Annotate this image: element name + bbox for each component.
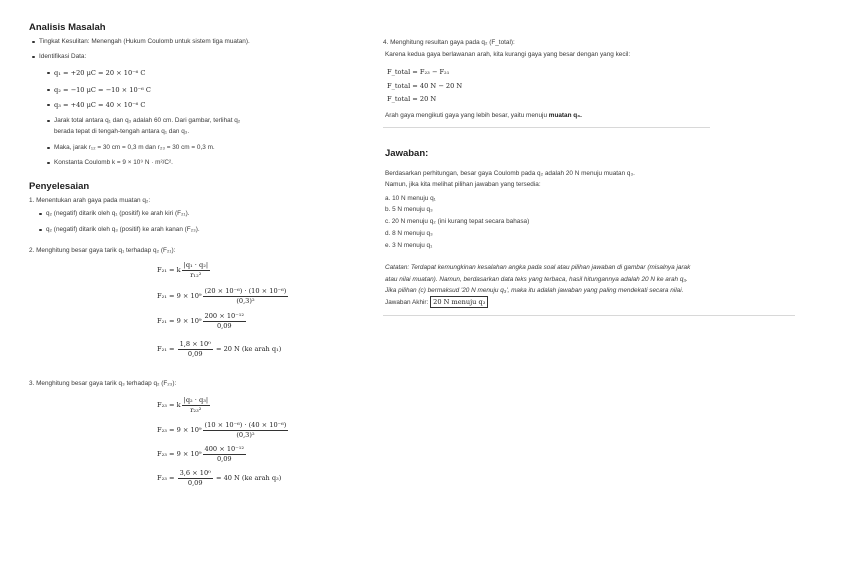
divider — [383, 127, 710, 128]
data-label-item: Identifikasi Data: — [39, 53, 87, 60]
f21-eq3: F₂₁ = 9 × 10⁹ $\frac{\text{200 × 10⁻¹²}}{0,09}$ — [157, 312, 245, 330]
step4-conclusion: Arah gaya mengikuti gaya yang lebih besar, yaitu menuju muatan q₃. — [385, 112, 582, 119]
step3-title: 3. Menghitung besar gaya tarik q₃ terhadap q₂ (F₂₃): — [29, 380, 177, 387]
divider-bottom — [383, 315, 795, 316]
solution-heading: Penyelesaian — [29, 181, 90, 192]
difficulty-item: Tingkat Kesulitan: Menengah (Hukum Coulomb untuk sistem tiga muatan). — [39, 38, 250, 45]
distance-result: Maka, jarak r₁₂ = 30 cm = 0,3 m dan r₂₃ = 30 cm = 0,3 m. — [54, 144, 215, 151]
step4-eq3: F_total = 20 N — [387, 95, 437, 103]
q2-value: q₂ = −10 μC = −10 × 10⁻⁶ C — [54, 86, 151, 94]
f21-eq2: F₂₁ = 9 × 10⁹ $\frac{\text{(20 × 10⁻⁶) · (10 × 10⁻⁶)}}{\text{(0,3)²}}$ — [157, 287, 287, 305]
step1-item-b: q₂ (negatif) ditarik oleh q₃ (positif) ke arah kanan (F₂₃). — [46, 226, 200, 233]
f23-eq3: F₂₃ = 9 × 10⁹ $\frac{\text{400 × 10⁻¹²}}{0,09}$ — [157, 445, 245, 463]
f23-eq4: F₂₃ = $\frac{\text{3,6 × 10⁰}}{0,09}$ = 40 N (ke arah q₃) — [157, 469, 282, 487]
f23-eq2: F₂₃ = 9 × 10⁹ $\frac{\text{(10 × 10⁻⁶) · (40 × 10⁻⁶)}}{\text{(0,3)²}}$ — [157, 421, 287, 439]
option-d: d. 8 N menuju q₃ — [385, 230, 433, 237]
step1-item-a: q₂ (negatif) ditarik oleh q₁ (positif) ke arah kiri (F₂₁). — [46, 210, 190, 217]
note-line1: Catatan: Terdapat kemungkinan kesalahan angka pada soal atau pilihan jawaban di gambar (misalnya jarak — [385, 264, 691, 271]
option-a: a. 10 N menuju q₁ — [385, 195, 436, 202]
q3-value: q₃ = +40 μC = 40 × 10⁻⁶ C — [54, 101, 146, 109]
f21-eq1: F₂₁ = k $\frac{\text{|q₁ · q₂|}}{\text{r₁₂²}}$ — [157, 261, 209, 279]
step4-description: Karena kedua gaya berlawanan arah, kita kurangi gaya yang besar dengan yang kecil: — [385, 51, 631, 58]
f21-eq4: F₂₁ = $\frac{\text{1,8 × 10⁰}}{0,09}$ = 20 N (ke arah q₁) — [157, 340, 282, 358]
q1-value: q₁ = +20 μC = 20 × 10⁻⁶ C — [54, 69, 146, 77]
step2-title: 2. Menghitung besar gaya tarik q₁ terhadap q₂ (F₂₁): — [29, 247, 176, 254]
option-e: e. 3 N menuju q₁ — [385, 242, 433, 249]
analysis-heading: Analisis Masalah — [29, 22, 106, 33]
final-answer: Jawaban Akhir: 20 N menuju q₃ — [385, 298, 488, 306]
option-b: b. 5 N menuju q₃ — [385, 206, 433, 213]
step4-eq2: F_total = 40 N − 20 N — [387, 82, 463, 90]
distance-line2: berada tepat di tengah-tengah antara q₁ dan q₃. — [54, 128, 190, 135]
answer-summary2: Namun, jika kita melihat pilihan jawaban yang tersedia: — [385, 181, 541, 188]
distance-line1: Jarak total antara q₁ dan q₃ adalah 60 cm. Dari gambar, terlihat q₂ — [54, 117, 241, 124]
note-line2: atau nilai muatan). Namun, berdasarkan data teks yang terbaca, hasil hitungannya adalah 20 N ke arah q₃. — [385, 276, 688, 283]
step4-title: 4. Menghitung resultan gaya pada q₂ (F_total): — [383, 39, 515, 46]
answer-heading: Jawaban: — [385, 148, 429, 159]
answer-summary1: Berdasarkan perhitungan, besar gaya Coulomb pada q₂ adalah 20 N menuju muatan q₃. — [385, 170, 635, 177]
step4-eq1: F_total = F₂₃ − F₂₁ — [387, 68, 450, 76]
option-c: c. 20 N menuju q₂ (ini kurang tepat secara bahasa) — [385, 218, 530, 225]
f23-eq1: F₂₃ = k $\frac{\text{|q₂ · q₃|}}{\text{r₂₃²}}$ — [157, 396, 209, 414]
note-line3: Jika pilihan (c) bermaksud '20 N menuju q₃', maka itu adalah jawaban yang paling mendekati secara nilai. — [385, 287, 684, 294]
final-answer-box: 20 N menuju q₃ — [430, 296, 488, 308]
coulomb-constant: Konstanta Coulomb k = 9 × 10⁹ N · m²/C². — [54, 159, 173, 166]
step1-title: 1. Menentukan arah gaya pada muatan q₂: — [29, 197, 151, 204]
